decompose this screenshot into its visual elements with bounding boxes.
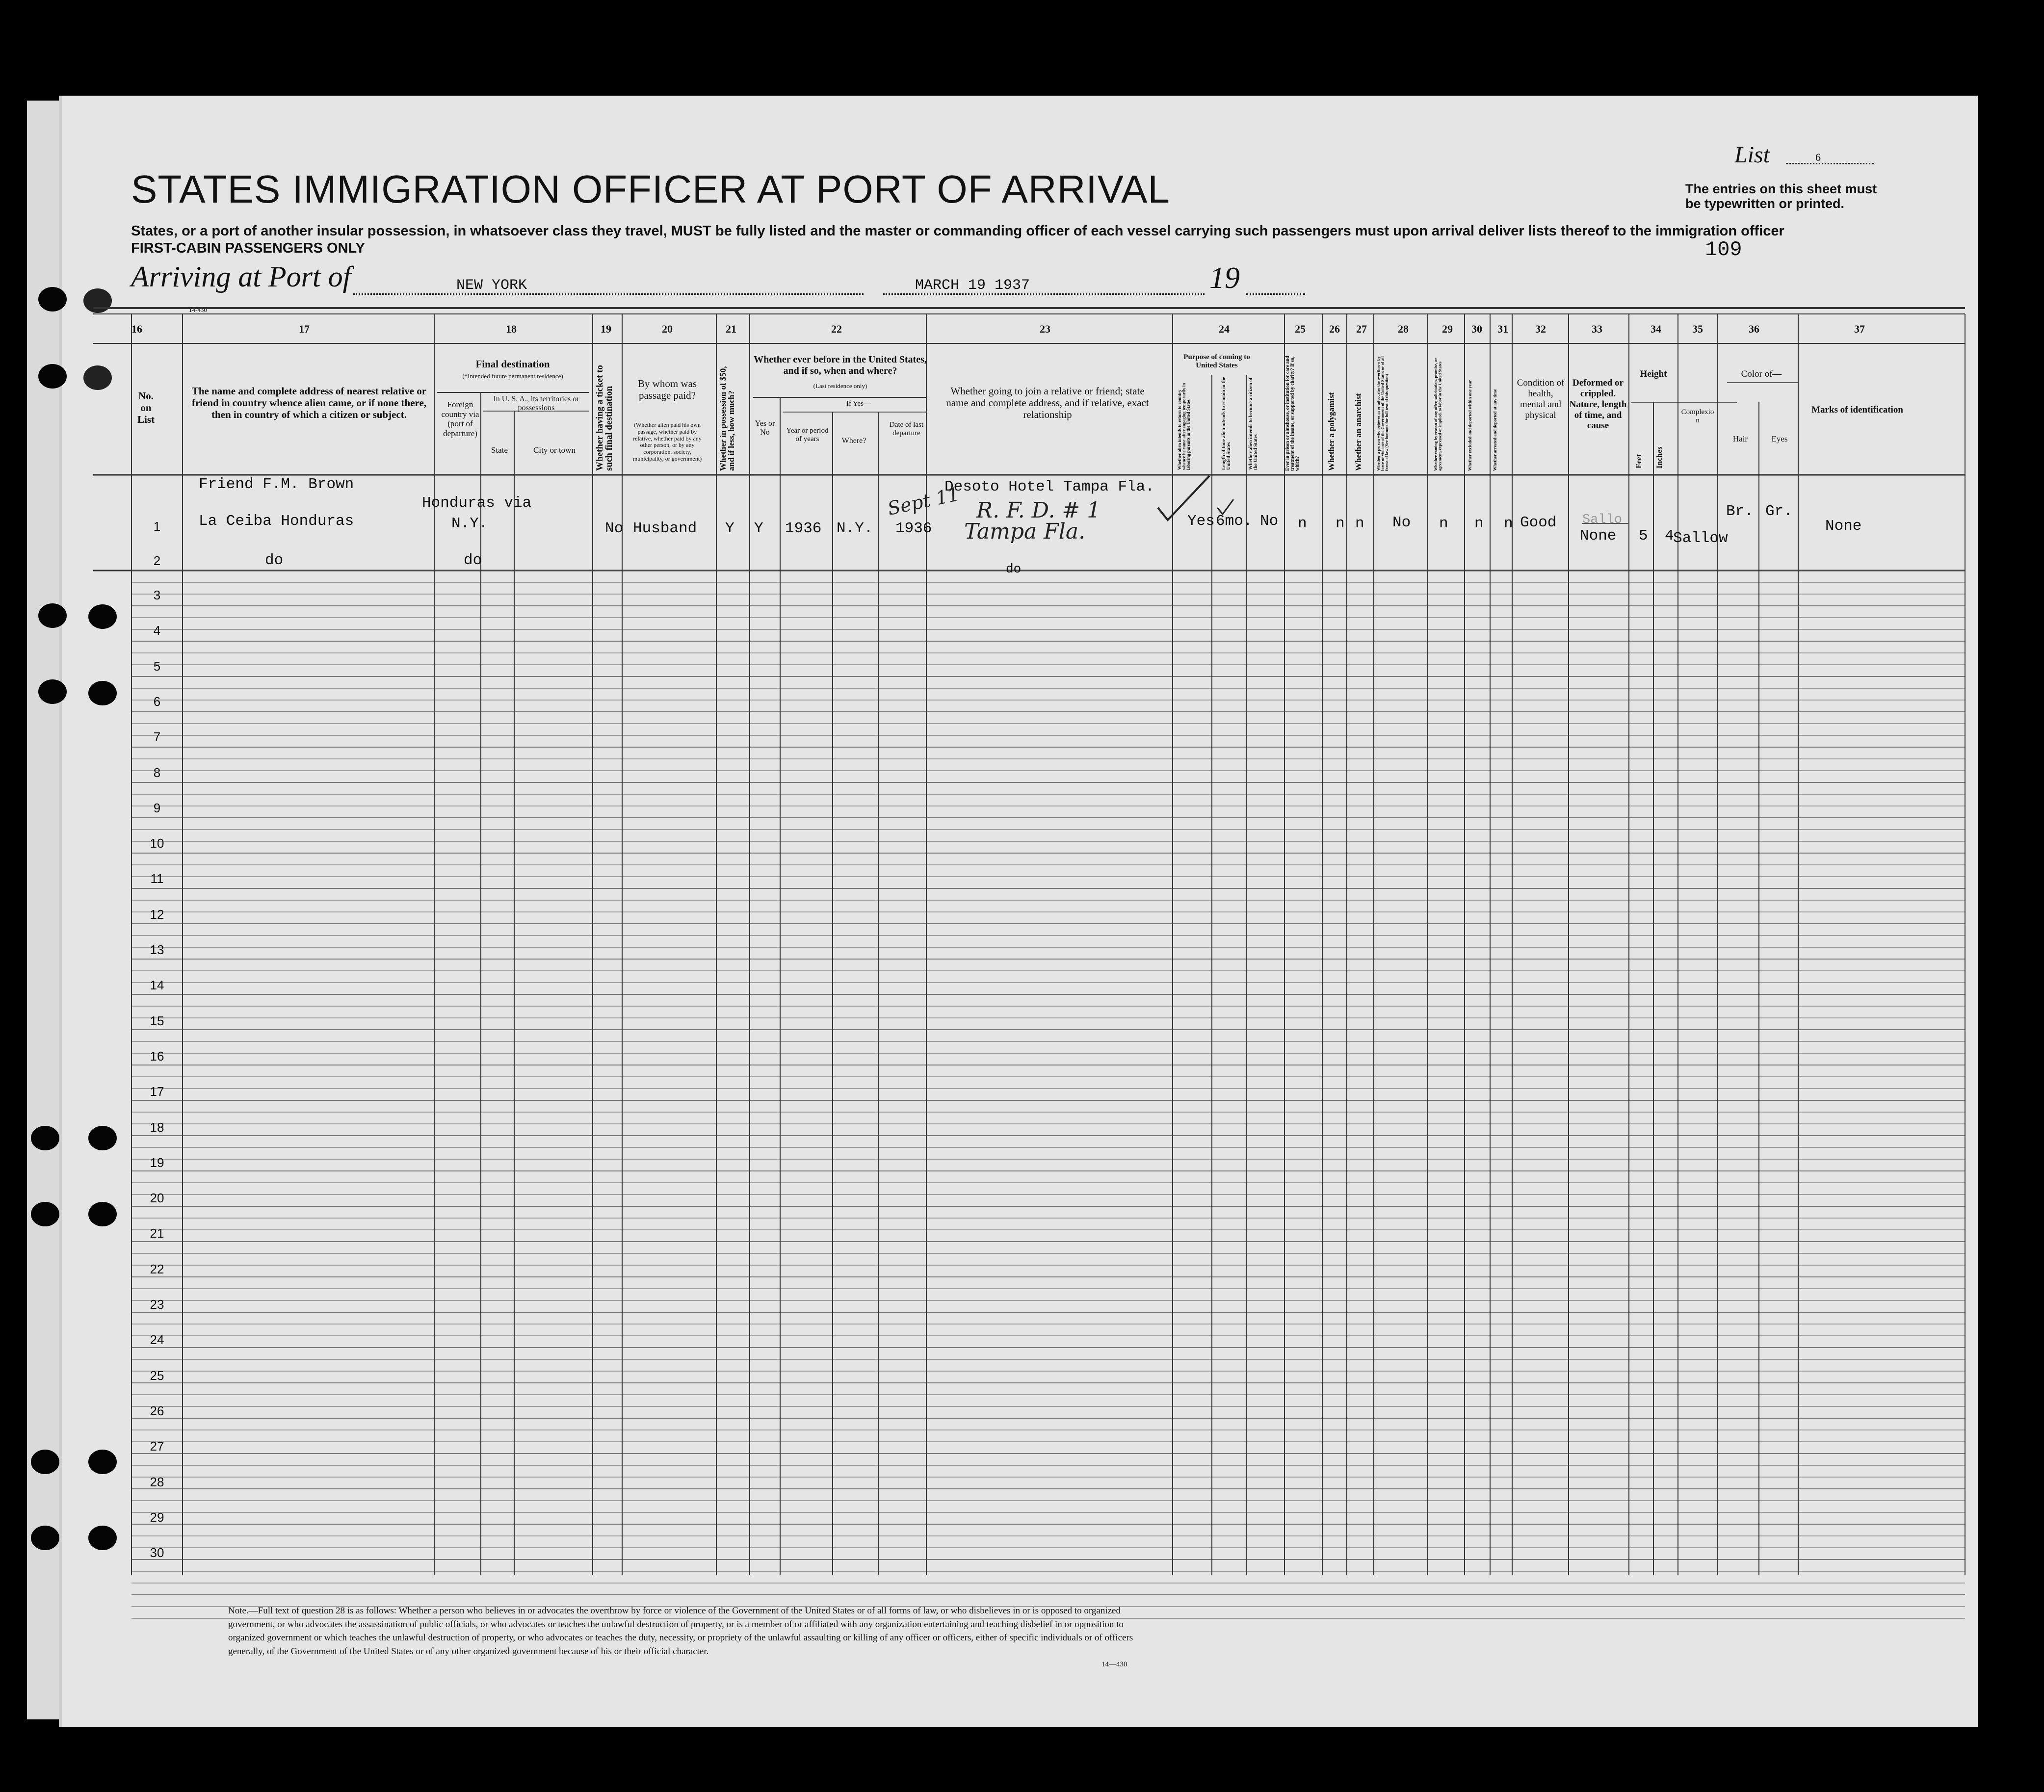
check-mark [1216, 498, 1235, 518]
col-header-inches: Inches [1655, 446, 1664, 468]
col-header-ticket: Whether having a ticket to such final destination [595, 364, 614, 471]
col-header-join: Whether going to join a relative or friend; state name and complete address, and if relative, exact relationship [946, 385, 1149, 421]
entry-relative: La Ceiba Honduras [199, 513, 354, 530]
row-number: 7 [153, 729, 161, 745]
row-number: 23 [150, 1297, 164, 1312]
entry-deformed-struck: Sallo [1582, 513, 1623, 527]
col-num: 36 [1749, 323, 1759, 335]
list-label: List [1734, 142, 1770, 168]
typewritten-note: be typewritten or printed. [1685, 196, 1845, 211]
col-header-hair: Hair [1732, 434, 1748, 443]
col-header-anarchist: Whether an anarchist [1354, 393, 1363, 471]
row-number: 2 [153, 553, 161, 568]
col-header-color: Color of— [1741, 369, 1782, 379]
col-num: 22 [831, 323, 842, 335]
entry-deformed: None [1580, 527, 1617, 545]
row-number: 30 [150, 1545, 164, 1560]
row-number: 5 [153, 658, 161, 674]
entry-polygamist: n [1336, 515, 1345, 532]
arriving-label: Arriving at Port of [131, 260, 351, 293]
entry-where: N.Y. [837, 520, 873, 537]
entry-hair: Br. [1726, 503, 1754, 520]
col-num: 26 [1329, 323, 1340, 335]
col-header-deformed: Deformed or crippled. Nature, length of time, and cause [1569, 378, 1627, 431]
entry-join-handwritten: Tampa Fla. [964, 519, 1086, 544]
row-number: 11 [150, 871, 164, 886]
list-number: 6 [1815, 151, 1821, 163]
col-header-feet: Feet [1635, 454, 1643, 468]
col-num: 29 [1442, 323, 1453, 335]
row-number: 18 [150, 1119, 164, 1135]
entry-anarchist: n [1355, 515, 1364, 532]
row-number: 1 [153, 519, 161, 534]
col-num: 27 [1356, 323, 1367, 335]
col-header-ever-before: Whether ever before in the United States, and if so, when and where? [754, 354, 927, 376]
row-number: 6 [153, 694, 161, 709]
footnote-form-number: 14—430 [1101, 1661, 1127, 1668]
entry-marks: None [1825, 518, 1862, 535]
col-num: 18 [506, 323, 517, 335]
entry-departure: 1936 [895, 520, 932, 537]
row-number: 13 [150, 942, 164, 957]
row-number: 12 [150, 907, 164, 922]
col-num: 34 [1651, 323, 1661, 335]
row-number: 3 [153, 588, 161, 602]
entry-eyes: Gr. [1765, 503, 1793, 520]
row-number: 17 [150, 1084, 164, 1099]
col-header-health: Condition of health, mental and physical [1517, 378, 1565, 420]
form-subtitle: States, or a port of another insular possession, in whatsoever class they travel, MUST be fully listed and the master or commanding officer of each vessel carrying such passengers must upon arrival deliver lists thereof to the immigration officer [131, 223, 1784, 239]
col-num: 30 [1471, 323, 1482, 335]
col-header-prison: Ever in prison or almshouse, or institution for care and treatment of the insane, or supported by charity? If so, which? [1285, 356, 1300, 471]
entry-join: Desoto Hotel Tampa Fla. [944, 478, 1154, 495]
row-number: 26 [150, 1403, 164, 1418]
row-number: 9 [153, 800, 161, 815]
check-mark [1155, 473, 1214, 522]
col-header-relative: The name and complete address of nearest relative or friend in country whence alien came, or if none there, then in country of which a citizen or subject. [191, 385, 427, 421]
row-number: 24 [150, 1332, 164, 1348]
col-header-destination-note: (*Intended future permanent residence) [462, 372, 563, 380]
col-header-complexion: Complexion [1681, 408, 1714, 425]
typewritten-note: The entries on this sheet must [1685, 182, 1877, 196]
strike-through [1582, 523, 1629, 524]
col-header-where: Where? [841, 437, 866, 445]
col-num: 19 [601, 323, 611, 335]
col-header-passage: By whom was passage paid? [637, 378, 697, 402]
col-num: 23 [1040, 323, 1050, 335]
footnote: Note.—Full text of question 28 is as follows: Whether a person who believes in or advocates the overthrow by force or violence of the Government of the United States or of all forms of law, or who disbelieves in or is opposed to organized government, or who advocates the assassination of public officials, or who advocates or teaches the unlawful destruction of property, or is a member of or affiliated with any organization entertaining and teaching disbelief in or opposition to organized government or which teaches the unlawful destruction of property, or who advocates or teaches the duty, necessity, or propriety of the unlawful assaulting or killing of any officer or officers, either of specific individuals or of officers generally, of the Government of the United States or of any other organized government because of his or their official character. [228, 1606, 1133, 1657]
entry-relative: Friend F.M. Brown [199, 476, 354, 493]
col-header-departure: Date of last departure [889, 421, 924, 438]
entry-ticket: No [605, 520, 624, 537]
entry-complexion: Sallow [1673, 530, 1728, 547]
entry-citizen: No [1260, 513, 1279, 530]
col-num: 35 [1692, 323, 1703, 335]
entry-feet: 5 [1639, 527, 1648, 545]
row-number: 16 [150, 1048, 164, 1064]
form-class: FIRST-CABIN PASSENGERS ONLY [131, 240, 365, 256]
entry-inches: 4 [1665, 527, 1674, 545]
col-header-yes-no: Yes or No [755, 419, 775, 437]
col-num: 37 [1854, 323, 1865, 335]
col-num: 17 [299, 323, 310, 335]
entry-join: do [1006, 562, 1022, 576]
col-header-foreign-country: Foreign country via (port of departure) [441, 400, 479, 438]
col-num: 32 [1535, 323, 1546, 335]
col-header-destination: Final destination [475, 358, 550, 370]
col-header-no: No. on List [137, 390, 155, 426]
col-header-deported: Whether arrested and deported at any time [1493, 389, 1497, 471]
form-number: 14-430 [189, 306, 207, 313]
entry-year: 1936 [785, 520, 822, 537]
col-header-marks: Marks of identification [1811, 405, 1903, 415]
row-number: 29 [150, 1509, 164, 1525]
row-number: 15 [150, 1013, 164, 1028]
form-title: STATES IMMIGRATION OFFICER AT PORT OF ARRIVAL [131, 167, 1170, 211]
row-number: 20 [150, 1191, 164, 1206]
col-header-height: Height [1640, 369, 1667, 379]
col-header-year: Year or period of years [786, 427, 829, 443]
col-num: 31 [1497, 323, 1508, 335]
stamp-number: 109 [1705, 238, 1742, 261]
row-number: 27 [150, 1439, 164, 1454]
row-number: 25 [150, 1368, 164, 1383]
col-num: 28 [1398, 323, 1409, 335]
entry-departure-handwritten: Sept 11 [886, 483, 962, 519]
entry-fifty: Y [725, 520, 734, 537]
row-number: 14 [150, 978, 164, 993]
col-num: 25 [1295, 323, 1306, 335]
entry-foreign-country: do [464, 552, 482, 569]
col-header-fifty: Whether in possession of $50, and if less, how much? [718, 366, 736, 471]
arrival-port: NEW YORK [456, 277, 527, 294]
col-num: 20 [662, 323, 673, 335]
col-header-eyes: Eyes [1771, 434, 1788, 443]
col-header-purpose-length: Length of time alien intends to remain in the United States [1221, 377, 1232, 470]
col-header-city: City or town [533, 445, 576, 455]
entry-foreign-country: N.Y. [451, 515, 488, 532]
entry-foreign-country: Honduras via [422, 494, 532, 512]
col-header-passage-note: (Whether alien paid his own passage, whether paid by relative, whether paid by any other person, or by any corporation, society, municipality, or government) [632, 421, 702, 462]
entry-deported: n [1504, 515, 1513, 532]
row-number: 19 [150, 1155, 164, 1170]
row-number: 28 [150, 1474, 164, 1489]
entry-passage: Husband [633, 520, 697, 537]
row-number: 10 [150, 836, 164, 851]
year-prefix: 19 [1209, 261, 1240, 295]
col-num: 24 [1219, 323, 1230, 335]
col-header-offer: Whether coming by reason of any offer, solicitation, promise, or agreement, expressed or implied, to labor in the United States [1433, 358, 1442, 471]
col-header-state: State [491, 445, 508, 455]
col-num: 33 [1592, 323, 1602, 335]
col-header-usa: In U. S. A., its territories or possessions [493, 395, 579, 413]
col-num: 21 [726, 323, 736, 335]
col-header-if-yes: If Yes— [846, 400, 871, 408]
entry-health: Good [1520, 514, 1557, 531]
col-header-purpose-citizen: Whether alien intends to become a citizen of the United States [1248, 377, 1258, 470]
entry-relative: do [265, 552, 284, 569]
row-number: 8 [153, 765, 161, 780]
entry-length: 6mo. [1216, 513, 1253, 530]
entry-purpose-return: Yes [1187, 513, 1215, 530]
col-header-ever-before-note: (Last residence only) [813, 382, 867, 390]
col-header-purpose: Purpose of coming to United States [1183, 353, 1250, 370]
entry-ever-before: Y [754, 520, 763, 537]
col-header-overthrow: Whether a person who believes in or advocates the overthrow by force or violence of the Government of the United States or of all forms of law (See footnote for full text of this question) [1376, 356, 1389, 471]
row-number: 21 [150, 1226, 164, 1241]
row-number: 22 [150, 1261, 164, 1276]
entry-join-handwritten: R. F. D. # 1 [976, 498, 1101, 523]
col-header-excluded: Whether excluded and deported within one year [1467, 380, 1472, 471]
col-num: 16 [131, 323, 142, 335]
col-header-purpose-return: Whether alien intends to return to country whence he came after engaging temporarily in laboring pursuits in the United States [1177, 383, 1191, 470]
entry-excluded: n [1474, 515, 1484, 532]
entry-offer: n [1439, 515, 1448, 532]
row-number: 4 [153, 623, 161, 638]
entry-prison: n [1298, 515, 1307, 532]
col-header-polygamist: Whether a polygamist [1327, 392, 1336, 471]
entry-overthrow: No [1392, 514, 1411, 531]
arrival-date: MARCH 19 1937 [915, 277, 1030, 294]
